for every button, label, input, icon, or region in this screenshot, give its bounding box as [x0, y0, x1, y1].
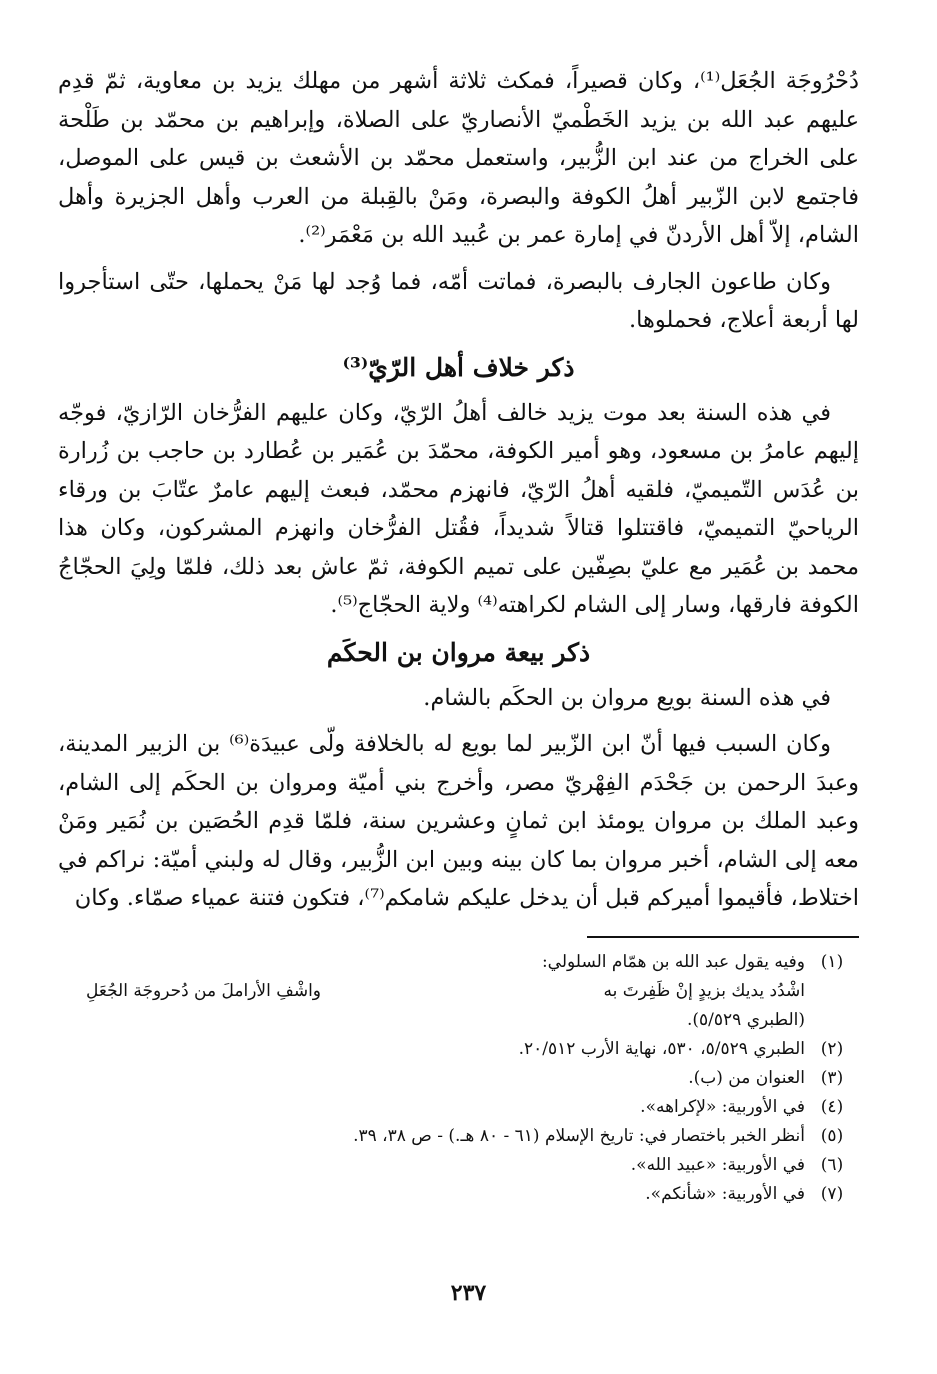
footnote-text: أنظر الخبر باختصار في: تاريخ الإسلام (٦١ - ٨٠ هـ.) - ص ٣٨، ٣٩.: [353, 1125, 805, 1146]
footnote-text: الطبري ٥/٥٢٩، ٥٣٠، نهاية الأرب ٢٠/٥١٢.: [518, 1038, 805, 1059]
footnote-number: (٢): [820, 1038, 844, 1059]
footnote-text: في الأوربية: «لإكراهه».: [640, 1096, 805, 1117]
paragraph-rayy-revolt: في هذه السنة بعد موت يزيد خالف أهلُ الرّيّ، وكان عليهم الفرُّخان الرّازيّ، فوجّه إليهم عامرُ بن مسعود، وهو أمير الكوفة، محمّدَ بن عُمَير بن عُطارد بن حاجب بن زُرارة بن عُدَس التّميميّ، فلقيه أهلُ الرّيّ، فانهزم محمّد، فبعث إليهم عامرٌ عتّابَ بن ورقاء الرياحيّ التميميّ، فاقتتلوا قتالاً شديداً، فقُتل الفرُّخان وانهزم المشركون، وكان هذا محمد بن عُمَير مع عليّ بصِفّين على تميم الكوفة، ثمّ عاش بعد ذلك، فلمّا ولِيَ الحجّاجُ الكوفة فارقها، وسار إلى الشام لكراهته⁽⁴⁾ ولاية الحجّاج⁽⁵⁾.: [58, 399, 859, 618]
verse-first-hemistich: اشْدُد يديك بزيدٍ إنْ ظَفِرتَ به: [603, 980, 805, 1001]
footnote-1: [58, 948, 859, 1035]
main-text: [58, 62, 859, 918]
footnote-number: (٥): [820, 1125, 844, 1146]
paragraph-marwan-cause: وكان السبب فيها أنّ ابن الزّبير لما بويع له بالخلافة ولّى عبيدَة⁽⁶⁾ بن الزبير المدينة، وعبدَ الرحمن بن جَحْدَم الفِهْريّ مصر، وأخرج بني أميّة ومروان بن الحكَم إلى الشام، وعبد الملك بن مروان يومئذ ابن ثمانٍ وعشرين سنة، فلمّا قدِم الحُصَين بن نُمَير ومَنْ معه إلى الشام، أخبر مروان بما كان بينه وبين ابن الزُّبير، وقال له ولبني أميّة: نراكم في اختلاط، فأقيموا أميركم قبل أن يدخل عليكم شامكم⁽⁷⁾، فتكون فتنة عمياء صمّاء. وكان: [58, 731, 859, 911]
section-heading-rayy: ذكر خلاف أهل الرّيّ⁽³⁾: [342, 352, 575, 382]
verse-second-hemistich: واشْفِ الأراملَ من دُحروجَة الجُعَلِ: [86, 980, 322, 1001]
footnote-number: (٧): [820, 1183, 844, 1204]
footnote-2: [58, 1035, 859, 1064]
footnotes: [58, 948, 859, 1209]
paragraph-marwan-oath: في هذه السنة بويع مروان بن الحكَم بالشام.: [423, 684, 831, 711]
footnote-5: [58, 1122, 859, 1151]
footnote-number: (٣): [820, 1067, 844, 1088]
page-number: ٢٣٧: [450, 1280, 487, 1306]
footnote-4: [58, 1093, 859, 1122]
poem-verse: [58, 977, 805, 1006]
footnote-text: في الأوربية: «شأنكم».: [645, 1183, 805, 1204]
footnote-source: (الطبري ٥/٥٢٩).: [686, 1009, 805, 1030]
footnote-text: في الأوربية: «عبيد الله».: [630, 1154, 805, 1175]
footnote-number: (١): [820, 951, 844, 972]
footnote-number: (٦): [820, 1154, 844, 1175]
footnote-7: [58, 1180, 859, 1209]
footnote-number: (٤): [820, 1096, 844, 1117]
footnote-divider: [587, 936, 859, 938]
paragraph-plague: وكان طاعون الجارف بالبصرة، فماتت أمّه، فما وُجد لها مَنْ يحملها، حتّى استأجروا لها أربعة أعلاج، فحملوها.: [58, 268, 859, 333]
footnote-3: [58, 1064, 859, 1093]
paragraph-accession-account: دُحْرُوجَة الجُعَل⁽¹⁾، وكان قصيراً، فمكث ثلاثة أشهر من مهلك يزيد بن معاوية، ثمّ قدِم عليهم عبد الله بن يزيد الخَطْميّ الأنصاريّ على الصلاة، وإبراهيم بن محمّد بن طَلْحة على الخراج من عند ابن الزُّبير، واستعمل محمّد بن الأشعث بن قيس على الموصل، فاجتمع لابن الزّبير أهلُ الكوفة والبصرة، ومَنْ بالقِبلة من العرب وأهل الجزيرة وأهل الشام، إلاّ أهل الأردنّ في إمارة عمر بن عُبيد الله بن مَعْمَر⁽²⁾.: [58, 68, 859, 248]
footnote-text: وفيه يقول عبد الله بن همّام السلولي:: [541, 951, 805, 972]
footnote-6: [58, 1151, 859, 1180]
section-heading-marwan: ذكر بيعة مروان بن الحكَم: [326, 637, 591, 667]
footnote-text: العنوان من (ب).: [688, 1067, 805, 1088]
